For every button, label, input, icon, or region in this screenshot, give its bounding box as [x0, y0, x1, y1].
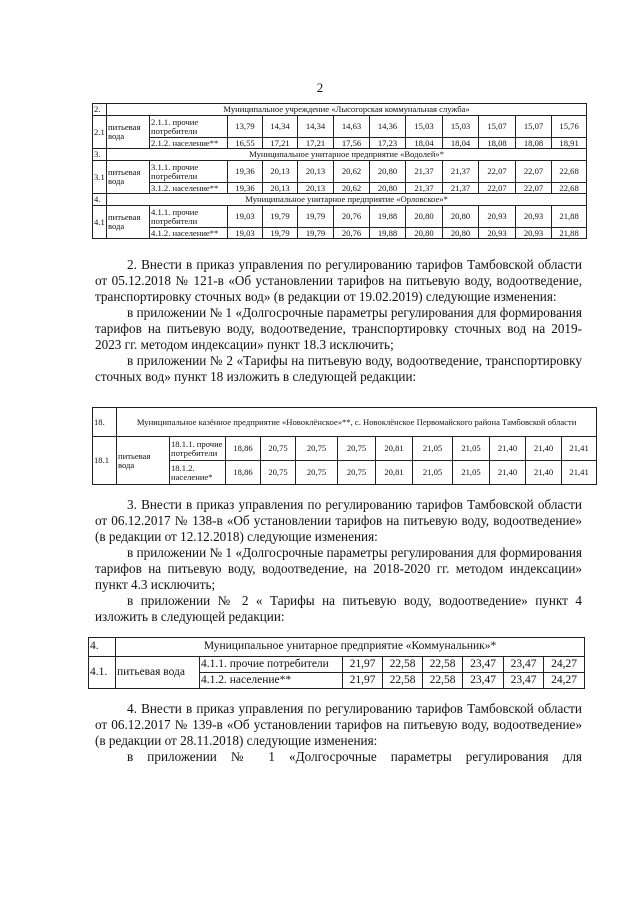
service-type: питьевая вода — [116, 657, 200, 689]
row-number: 18. — [93, 408, 117, 437]
sub-number: 4.1 — [93, 206, 107, 239]
organization-name: Муниципальное казённое предприятие «Новоклёнское»**, с. Новоклёнское Первомайского района Тамбовской области — [117, 408, 597, 437]
sub-number: 4.1. — [89, 657, 116, 689]
tariff-value: 20,13 — [263, 161, 298, 183]
table-row — [93, 161, 587, 183]
tariff-value: 21,05 — [453, 461, 490, 485]
tariff-value: 14,34 — [298, 116, 334, 138]
table-header-row — [93, 194, 587, 206]
tariff-value: 20,80 — [443, 228, 479, 239]
paragraph-3-item-1: в приложении № 1 «Долгосрочные параметры регулирования для формирования тарифов на питьевую воду, водоотведение, на 2018-2020 гг. методом индексации» пункт 4.3 исключить; — [95, 545, 582, 592]
tariff-value: 21,37 — [406, 161, 443, 183]
tariff-value: 18,91 — [552, 138, 587, 149]
tariff-value: 21,37 — [406, 183, 443, 194]
tariff-value: 18,04 — [406, 138, 443, 149]
sub-number: 18.1 — [93, 437, 117, 485]
tariff-value: 20,80 — [370, 183, 406, 194]
consumer-label: 4.1.1. прочие потребители — [150, 206, 228, 228]
sub-number: 3.1 — [93, 161, 107, 194]
tariff-value: 17,23 — [370, 138, 406, 149]
tariff-value: 21,05 — [413, 461, 453, 485]
row-number: 3. — [93, 149, 107, 161]
tariff-value: 18,08 — [516, 138, 552, 149]
tariff-value: 19,79 — [263, 228, 298, 239]
paragraph-3 — [95, 497, 582, 625]
tariff-value: 20,93 — [479, 228, 516, 239]
table-row — [93, 116, 587, 138]
tariff-value: 17,21 — [298, 138, 334, 149]
tariff-value: 19,79 — [298, 228, 334, 239]
tariff-value: 20,80 — [406, 228, 443, 239]
paragraph-4-text: 4. Внести в приказ управления по регулированию тарифов Тамбовской области от 06.12.2017 № 139-в «Об установлении тарифов на питьевую воду, водоотведение» (в редакции от 28.11.2018) следующие изменения: — [95, 701, 582, 748]
tariff-value: 21,41 — [562, 437, 597, 461]
organization-name: Муниципальное учреждение «Лысогорская коммунальная служба» — [107, 104, 587, 116]
table-header-row — [93, 408, 597, 437]
tariff-value: 20,80 — [406, 206, 443, 228]
page-number: 2 — [316, 80, 324, 95]
tariff-value: 21,40 — [490, 437, 526, 461]
paragraph-4-item-1: в приложении № 1 «Долгосрочные параметры регулирования для — [127, 749, 582, 764]
tariff-value: 23,47 — [463, 657, 504, 673]
row-number: 2. — [93, 104, 107, 116]
paragraph-2-item-1: в приложении № 1 «Долгосрочные параметры регулирования для формирования тарифов на питьевую воду, водоотведение, транспортировку сточных вод на 2019-2023 гг. методом индексации» пункт 18.3 исключить; — [95, 305, 582, 352]
paragraph-2 — [95, 257, 582, 385]
tariff-value: 15,03 — [406, 116, 443, 138]
tariff-value: 20,13 — [263, 183, 298, 194]
tariff-table-1 — [92, 103, 587, 239]
tariff-value: 15,76 — [552, 116, 587, 138]
tariff-value: 22,58 — [383, 673, 423, 689]
tariff-value: 14,63 — [334, 116, 370, 138]
tariff-value: 20,93 — [479, 206, 516, 228]
tariff-value: 21,05 — [453, 437, 490, 461]
tariff-value: 19,36 — [228, 183, 263, 194]
tariff-value: 20,81 — [376, 437, 413, 461]
consumer-label: 2.1.1. прочие потребители — [150, 116, 228, 138]
tariff-value: 20,81 — [376, 461, 413, 485]
service-type: питьевая вода — [117, 437, 170, 485]
tariff-value: 18,04 — [443, 138, 479, 149]
tariff-value: 19,79 — [263, 206, 298, 228]
tariff-value: 14,36 — [370, 116, 406, 138]
tariff-value: 20,13 — [298, 183, 334, 194]
tariff-value: 20,75 — [338, 437, 376, 461]
paragraph-4 — [95, 701, 582, 765]
tariff-value: 19,36 — [228, 161, 263, 183]
tariff-value: 20,13 — [298, 161, 334, 183]
tariff-value: 22,58 — [383, 657, 423, 673]
table-row — [89, 657, 585, 673]
tariff-value: 19,79 — [298, 206, 334, 228]
tariff-value: 22,07 — [516, 183, 552, 194]
tariff-value: 17,21 — [263, 138, 298, 149]
table-row — [93, 138, 587, 149]
tariff-value: 22,07 — [479, 161, 516, 183]
tariff-value: 14,34 — [263, 116, 298, 138]
table-row — [93, 206, 587, 228]
row-number: 4. — [89, 638, 116, 657]
paragraph-3-text: 3. Внести в приказ управления по регулированию тарифов Тамбовской области от 06.12.2017 № 138-в «Об установлении тарифов на питьевую воду, водоотведение» (в редакции от 12.12.2018) следующие изменения: — [95, 497, 582, 544]
tariff-value: 21,88 — [552, 206, 587, 228]
tariff-value: 19,88 — [370, 228, 406, 239]
tariff-value: 24,27 — [544, 657, 585, 673]
tariff-value: 20,75 — [261, 461, 296, 485]
tariff-value: 20,62 — [334, 183, 370, 194]
tariff-value: 21,05 — [413, 437, 453, 461]
tariff-value: 15,03 — [443, 116, 479, 138]
tariff-value: 23,47 — [504, 673, 544, 689]
tariff-value: 18,86 — [226, 437, 261, 461]
organization-name: Муниципальное унитарное предприятие «Коммунальник»* — [116, 638, 585, 657]
tariff-value: 20,80 — [370, 161, 406, 183]
tariff-value: 23,47 — [463, 673, 504, 689]
tariff-value: 22,68 — [552, 183, 587, 194]
tariff-value: 15,07 — [479, 116, 516, 138]
table-header-row — [89, 638, 585, 657]
tariff-value: 22,58 — [423, 673, 463, 689]
tariff-value: 22,07 — [516, 161, 552, 183]
tariff-value: 21,40 — [490, 461, 526, 485]
tariff-value: 23,47 — [504, 657, 544, 673]
consumer-label: 3.1.2. население** — [150, 183, 228, 194]
tariff-value: 20,75 — [296, 461, 338, 485]
tariff-value: 21,88 — [552, 228, 587, 239]
tariff-value: 20,75 — [261, 437, 296, 461]
table-row — [93, 437, 597, 461]
tariff-value: 20,75 — [338, 461, 376, 485]
tariff-value: 21,40 — [526, 437, 562, 461]
table-row — [93, 183, 587, 194]
row-number: 4. — [93, 194, 107, 206]
tariff-value: 20,62 — [334, 161, 370, 183]
tariff-value: 22,07 — [479, 183, 516, 194]
paragraph-3-item-2: в приложении № 2 « Тарифы на питьевую воду, водоотведение» пункт 4 изложить в следующей редакции: — [95, 593, 582, 624]
tariff-value: 21,37 — [443, 183, 479, 194]
paragraph-2-item-2: в приложении № 2 «Тарифы на питьевую воду, водоотведение, транспортировку сточных вод» пункт 18 изложить в следующей редакции: — [95, 353, 582, 384]
tariff-value: 19,03 — [228, 206, 263, 228]
tariff-value: 24,27 — [544, 673, 585, 689]
organization-name: Муниципальное унитарное предприятие «Водолей»* — [107, 149, 587, 161]
tariff-table-2 — [92, 407, 597, 485]
tariff-value: 20,93 — [516, 206, 552, 228]
consumer-label: 4.1.1. прочие потребители — [200, 657, 343, 673]
tariff-value: 21,40 — [526, 461, 562, 485]
tariff-value: 20,76 — [334, 206, 370, 228]
sub-number: 2.1 — [93, 116, 107, 149]
tariff-value: 20,80 — [443, 206, 479, 228]
tariff-value: 20,76 — [334, 228, 370, 239]
tariff-value: 17,56 — [334, 138, 370, 149]
tariff-value: 19,88 — [370, 206, 406, 228]
tariff-value: 13,79 — [228, 116, 263, 138]
service-type: питьевая вода — [107, 161, 150, 194]
paragraph-2-text: 2. Внести в приказ управления по регулированию тарифов Тамбовской области от 05.12.2018 № 121-в «Об установлении тарифов на питьевую воду, водоотведение, транспортировку сточных вод» (в редакции от 19.02.2019) следующие изменения: — [95, 257, 582, 304]
consumer-label: 4.1.2. население** — [200, 673, 343, 689]
tariff-value: 22,58 — [423, 657, 463, 673]
table-row — [93, 228, 587, 239]
service-type: питьевая вода — [107, 116, 150, 149]
tariff-value: 22,68 — [552, 161, 587, 183]
table-header-row — [93, 104, 587, 116]
tariff-value: 21,97 — [343, 673, 383, 689]
consumer-label: 2.1.2. население** — [150, 138, 228, 149]
tariff-value: 19,03 — [228, 228, 263, 239]
tariff-table-3 — [88, 637, 585, 689]
consumer-label: 3.1.1. прочие потребители — [150, 161, 228, 183]
consumer-label: 18.1.2. население* — [170, 461, 226, 485]
tariff-value: 21,97 — [343, 657, 383, 673]
consumer-label: 4.1.2. население** — [150, 228, 228, 239]
tariff-value: 16,55 — [228, 138, 263, 149]
service-type: питьевая вода — [107, 206, 150, 239]
tariff-value: 21,41 — [562, 461, 597, 485]
consumer-label: 18.1.1. прочие потребители — [170, 437, 226, 461]
table-header-row — [93, 149, 587, 161]
tariff-value: 21,37 — [443, 161, 479, 183]
tariff-value: 20,93 — [516, 228, 552, 239]
tariff-value: 18,08 — [479, 138, 516, 149]
organization-name: Муниципальное унитарное предприятие «Орловское»* — [107, 194, 587, 206]
tariff-value: 20,75 — [296, 437, 338, 461]
tariff-value: 18,86 — [226, 461, 261, 485]
tariff-value: 15,07 — [516, 116, 552, 138]
